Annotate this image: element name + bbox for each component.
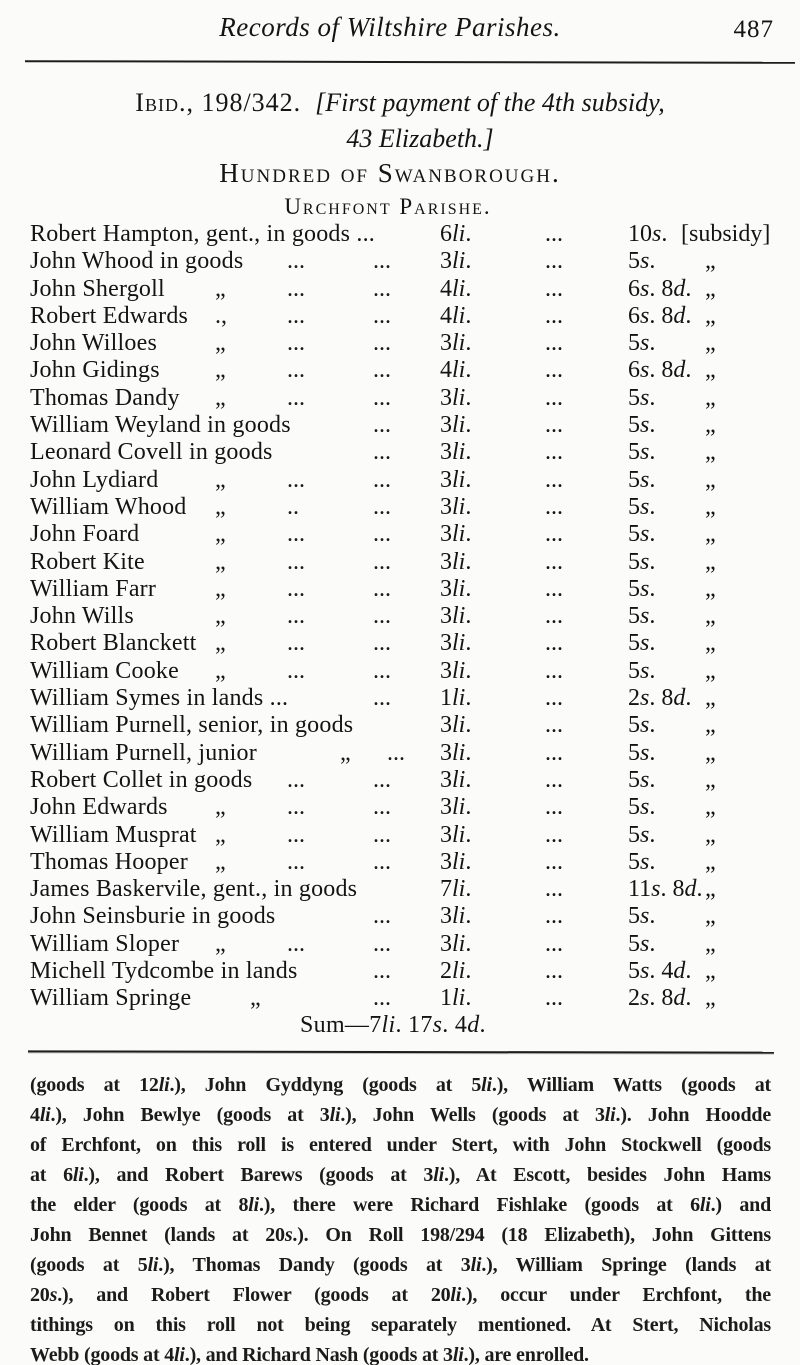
taxpayer-name: William Whood [30,493,187,520]
tax-amount: 5s. [628,739,656,766]
leader-dots: ... [545,848,563,875]
footnote-line: Webb (goods at 4li.), and Richard Nash (goods at 3li.), are enrolled. [30,1344,589,1365]
taxpayer-name: William Musprat [30,821,197,848]
leader-dots: ... [373,766,391,793]
ditto-mark: „ [215,630,226,657]
table-row [0,931,800,958]
taxpayer-name: Robert Collet in goods [30,766,253,793]
table-row [0,357,800,384]
leader-dots: ... [545,384,563,411]
tax-amount: 6s. 8d. [628,302,692,329]
tax-amount: 5s. [628,712,656,739]
hundred-heading: Hundred of Swanborough. [219,158,561,188]
ditto-mark: „ [250,985,261,1012]
leader-dots: ... [373,412,391,439]
tax-amount: 6s. 8d. [628,357,692,384]
footnote-line: (goods at 5li.), Thomas Dandy (goods at 3li.), William Springe (lands at [30,1254,771,1276]
leader-dots: ... [545,958,563,985]
footnote-line: at 6li.), and Robert Barews (goods at 3li.), At Escott, besides John Hams [30,1164,771,1186]
assessment-table [0,221,800,1013]
leader-dots: ... [287,603,305,630]
leader-dots: ... [545,985,563,1012]
footnote-line: 4li.), John Bewlye (goods at 3li.), John Wells (goods at 3li.). John Hoodde [30,1104,771,1126]
leader-dots: ... [373,821,391,848]
leader-dots: ... [287,657,305,684]
leader-dots: ... [287,357,305,384]
tax-amount: 5s. [628,794,656,821]
assessed-value: 1li. [440,685,472,712]
leader-dots: ... [287,575,305,602]
ditto-mark: „ [215,384,226,411]
tax-amount: 5s. 4d. [628,958,692,985]
ditto-mark: „ [705,575,716,602]
assessed-value: 3li. [440,412,472,439]
ditto-mark: „ [705,657,716,684]
leader-dots: ... [545,248,563,275]
assessed-value: 3li. [440,848,472,875]
assessed-value: 2li. [440,958,472,985]
ibid-reference: Ibid., 198/342. [135,88,302,117]
leader-dots: ... [373,603,391,630]
assessed-value: 3li. [440,657,472,684]
assessed-value: 4li. [440,275,472,302]
footnote-line: 20s.), and Robert Flower (goods at 20li.), occur under Erchfont, the [30,1284,771,1306]
taxpayer-name: John Lydiard [30,466,159,493]
ditto-mark: „ [705,275,716,302]
leader-dots: ... [373,466,391,493]
leader-dots: ... [545,766,563,793]
table-row [0,494,800,521]
leader-dots: ... [373,521,391,548]
tax-amount: 6s. 8d. [628,275,692,302]
ditto-mark: „ [705,439,716,466]
ditto-mark: „ [705,712,716,739]
ditto-mark: „ [705,903,716,930]
ditto-mark: „ [215,466,226,493]
leader-dots: .. [287,493,299,520]
leader-dots: ... [373,330,391,357]
leader-dots: ... [545,439,563,466]
ditto-mark: „ [215,603,226,630]
page-number: 487 [733,16,774,43]
tax-amount: 11s. 8d. [628,876,703,903]
tax-amount: 5s. [628,630,656,657]
running-title: Records of Wiltshire Parishes. [219,12,561,42]
taxpayer-name: John Shergoll [30,275,165,302]
leader-dots: ... [545,466,563,493]
assessed-value: 3li. [440,248,472,275]
tax-amount: 5s. [628,848,656,875]
table-row [0,412,800,439]
table-row [0,248,800,275]
tax-amount: 5s. [628,930,656,957]
leader-dots: ... [545,603,563,630]
taxpayer-name: John Wills [30,603,134,630]
ditto-mark: „ [215,575,226,602]
leader-dots: ... [545,876,563,903]
ditto-mark: „ [705,466,716,493]
tax-amount: 5s. [628,384,656,411]
leader-dots: ., [215,302,227,329]
ditto-mark: „ [705,330,716,357]
ditto-mark: „ [705,848,716,875]
tax-amount: 5s. [628,575,656,602]
taxpayer-name: William Farr [30,575,157,602]
ditto-mark: „ [705,412,716,439]
leader-dots: ... [287,521,305,548]
leader-dots: ... [287,766,305,793]
table-row [0,303,800,330]
ditto-mark: „ [705,548,716,575]
ditto-mark: „ [705,958,716,985]
table-row [0,439,800,466]
sum-line: Sum—7li. 17s. 4d. [300,1012,486,1038]
tax-amount: 5s. [628,821,656,848]
footnote-line: of Erchfont, on this roll is entered under Stert, with John Stockwell (goods [30,1134,771,1156]
assessed-value: 3li. [440,603,472,630]
taxpayer-name: William Purnell, junior [30,739,257,766]
table-row [0,958,800,985]
assessed-value: 3li. [440,766,472,793]
assessed-value: 6li. [440,221,472,247]
tax-amount: 10s. [628,221,668,247]
table-row [0,985,800,1012]
table-row [0,903,800,930]
ditto-mark: „ [705,930,716,957]
tax-amount: 5s. [628,903,656,930]
ditto-mark: „ [705,821,716,848]
taxpayer-name: Leonard Covell in goods [30,439,273,466]
header-rule [25,60,795,64]
assessed-value: 4li. [440,302,472,329]
leader-dots: ... [545,330,563,357]
leader-dots: ... [287,466,305,493]
table-row [0,822,800,849]
leader-dots: ... [545,221,563,247]
taxpayer-name: William Sloper [30,930,180,957]
table-row [0,876,800,903]
taxpayer-name: James Baskervile, gent., in goods [30,876,358,903]
leader-dots: ... [545,903,563,930]
taxpayer-name: Robert Edwards [30,302,189,329]
leader-dots: ... [287,930,305,957]
leader-dots: ... [287,330,305,357]
footnote-rule [28,1050,774,1053]
leader-dots: ... [373,903,391,930]
leader-dots: ... [545,630,563,657]
tax-amount: 5s. [628,493,656,520]
table-row [0,330,800,357]
leader-dots: ... [373,657,391,684]
assessed-value: 7li. [440,876,472,903]
assessed-value: 3li. [440,712,472,739]
assessed-value: 1li. [440,985,472,1012]
ditto-mark: „ [215,275,226,302]
leader-dots: ... [545,739,563,766]
leader-dots: ... [373,384,391,411]
table-row [0,549,800,576]
leader-dots: ... [287,630,305,657]
assessed-value: 3li. [440,548,472,575]
leader-dots: ... [373,794,391,821]
leader-dots: ... [287,794,305,821]
table-row [0,712,800,739]
leader-dots: ... [373,685,391,712]
ditto-mark: „ [705,384,716,411]
leader-dots: ... [545,794,563,821]
taxpayer-name: William Cooke [30,657,179,684]
footnote-line: the elder (goods at 8li.), there were Richard Fishlake (goods at 6li.) and [30,1194,771,1216]
leader-dots: ... [373,493,391,520]
taxpayer-name: William Weyland in goods [30,412,291,439]
assessed-value: 3li. [440,821,472,848]
ditto-mark: „ [705,302,716,329]
leader-dots: ... [373,439,391,466]
leader-dots: ... [545,930,563,957]
leader-dots: ... [545,575,563,602]
table-row [0,685,800,712]
footnote-line: tithings on this roll not being separately mentioned. At Stert, Nicholas [30,1314,771,1336]
assessed-value: 4li. [440,357,472,384]
taxpayer-name: John Willoes [30,330,157,357]
leader-dots: ... [373,958,391,985]
leader-dots: ... [545,821,563,848]
taxpayer-name: John Gidings [30,357,160,384]
assessed-value: 3li. [440,521,472,548]
heading-line-1 [0,88,800,118]
assessed-value: 3li. [440,439,472,466]
ditto-mark: „ [215,493,226,520]
ditto-mark: „ [705,603,716,630]
taxpayer-name: Michell Tydcombe in lands [30,958,298,985]
leader-dots: ... [545,275,563,302]
taxpayer-name: William Purnell, senior, in goods [30,712,354,739]
assessed-value: 3li. [440,630,472,657]
table-row [0,849,800,876]
ditto-mark: „ [215,357,226,384]
leader-dots: ... [373,985,391,1012]
assessed-value: 3li. [440,575,472,602]
leader-dots: ... [545,685,563,712]
subsidy-label: [subsidy] [681,221,771,247]
taxpayer-name: William Springe [30,985,192,1012]
tax-amount: 5s. [628,412,656,439]
table-row [0,276,800,303]
ditto-mark: „ [705,876,716,903]
leader-dots: ... [545,493,563,520]
ditto-mark: „ [340,739,351,766]
ditto-mark: „ [215,657,226,684]
table-row [0,385,800,412]
leader-dots: ... [287,384,305,411]
taxpayer-name: John Whood in goods [30,248,244,275]
table-row [0,767,800,794]
table-row [0,658,800,685]
ditto-mark: „ [215,794,226,821]
tax-amount: 5s. [628,466,656,493]
ditto-mark: „ [705,630,716,657]
leader-dots: ... [373,357,391,384]
tax-amount: 5s. [628,439,656,466]
ditto-mark: „ [705,794,716,821]
leader-dots: ... [545,412,563,439]
ditto-mark: „ [215,521,226,548]
assessed-value: 3li. [440,903,472,930]
ditto-mark: „ [705,357,716,384]
ditto-mark: „ [215,821,226,848]
footnote-line: (goods at 12li.), John Gyddyng (goods at 5li.), William Watts (goods at [30,1074,771,1096]
assessed-value: 3li. [440,466,472,493]
leader-dots: ... [545,548,563,575]
assessed-value: 3li. [440,384,472,411]
assessed-value: 3li. [440,330,472,357]
table-row [0,630,800,657]
assessed-value: 3li. [440,493,472,520]
taxpayer-name: John Seinsburie in goods [30,903,276,930]
taxpayer-name: John Foard [30,521,140,548]
ditto-mark: „ [215,330,226,357]
leader-dots: ... [287,248,305,275]
ditto-mark: „ [705,985,716,1012]
leader-dots: ... [373,248,391,275]
footnote-line: John Bennet (lands at 20s.). On Roll 198/294 (18 Elizabeth), John Gittens [30,1224,771,1246]
tax-amount: 5s. [628,603,656,630]
leader-dots: ... [287,848,305,875]
ditto-mark: „ [705,521,716,548]
ditto-mark: „ [705,766,716,793]
taxpayer-name: Thomas Hooper [30,848,188,875]
leader-dots: ... [373,548,391,575]
tax-amount: 5s. [628,521,656,548]
tax-amount: 2s. 8d. [628,685,692,712]
ditto-mark: „ [705,248,716,275]
leader-dots: ... [373,930,391,957]
leader-dots: ... [287,302,305,329]
tax-amount: 5s. [628,548,656,575]
assessed-value: 3li. [440,930,472,957]
ditto-mark: „ [215,930,226,957]
leader-dots: ... [545,712,563,739]
leader-dots: ... [287,275,305,302]
leader-dots: ... [287,548,305,575]
tax-amount: 5s. [628,330,656,357]
subsidy-description-italic: [First payment of the 4th subsidy, [315,88,665,117]
ditto-mark: „ [705,493,716,520]
parish-heading: Urchfont Parishe. [284,194,492,219]
tax-amount: 2s. 8d. [628,985,692,1012]
taxpayer-name: John Edwards [30,794,168,821]
leader-dots: ... [373,275,391,302]
table-row [0,794,800,821]
taxpayer-name: Robert Blanckett [30,630,197,657]
leader-dots: ... [387,739,405,766]
leader-dots: ... [287,821,305,848]
taxpayer-name: Robert Kite [30,548,145,575]
leader-dots: ... [373,575,391,602]
leader-dots: ... [373,848,391,875]
taxpayer-name: Thomas Dandy [30,384,180,411]
taxpayer-name: Robert Hampton, gent., in goods ... [30,221,375,247]
leader-dots: ... [545,657,563,684]
table-row [0,603,800,630]
tax-amount: 5s. [628,657,656,684]
ditto-mark: „ [215,848,226,875]
table-row [0,467,800,494]
table-row [0,576,800,603]
table-row [0,221,800,248]
leader-dots: ... [545,521,563,548]
footnote-paragraph [30,1070,771,1365]
leader-dots: ... [545,302,563,329]
leader-dots: ... [545,357,563,384]
ditto-mark: „ [705,739,716,766]
ditto-mark: „ [215,548,226,575]
heading-line-2 [40,124,800,154]
taxpayer-name: William Symes in lands ... [30,685,289,712]
table-row [0,521,800,548]
regnal-year: 43 Elizabeth.] [346,124,494,153]
leader-dots: ... [373,630,391,657]
assessed-value: 3li. [440,739,472,766]
assessed-value: 3li. [440,794,472,821]
leader-dots: ... [373,302,391,329]
tax-amount: 5s. [628,248,656,275]
tax-amount: 5s. [628,766,656,793]
ditto-mark: „ [705,685,716,712]
table-row [0,740,800,767]
